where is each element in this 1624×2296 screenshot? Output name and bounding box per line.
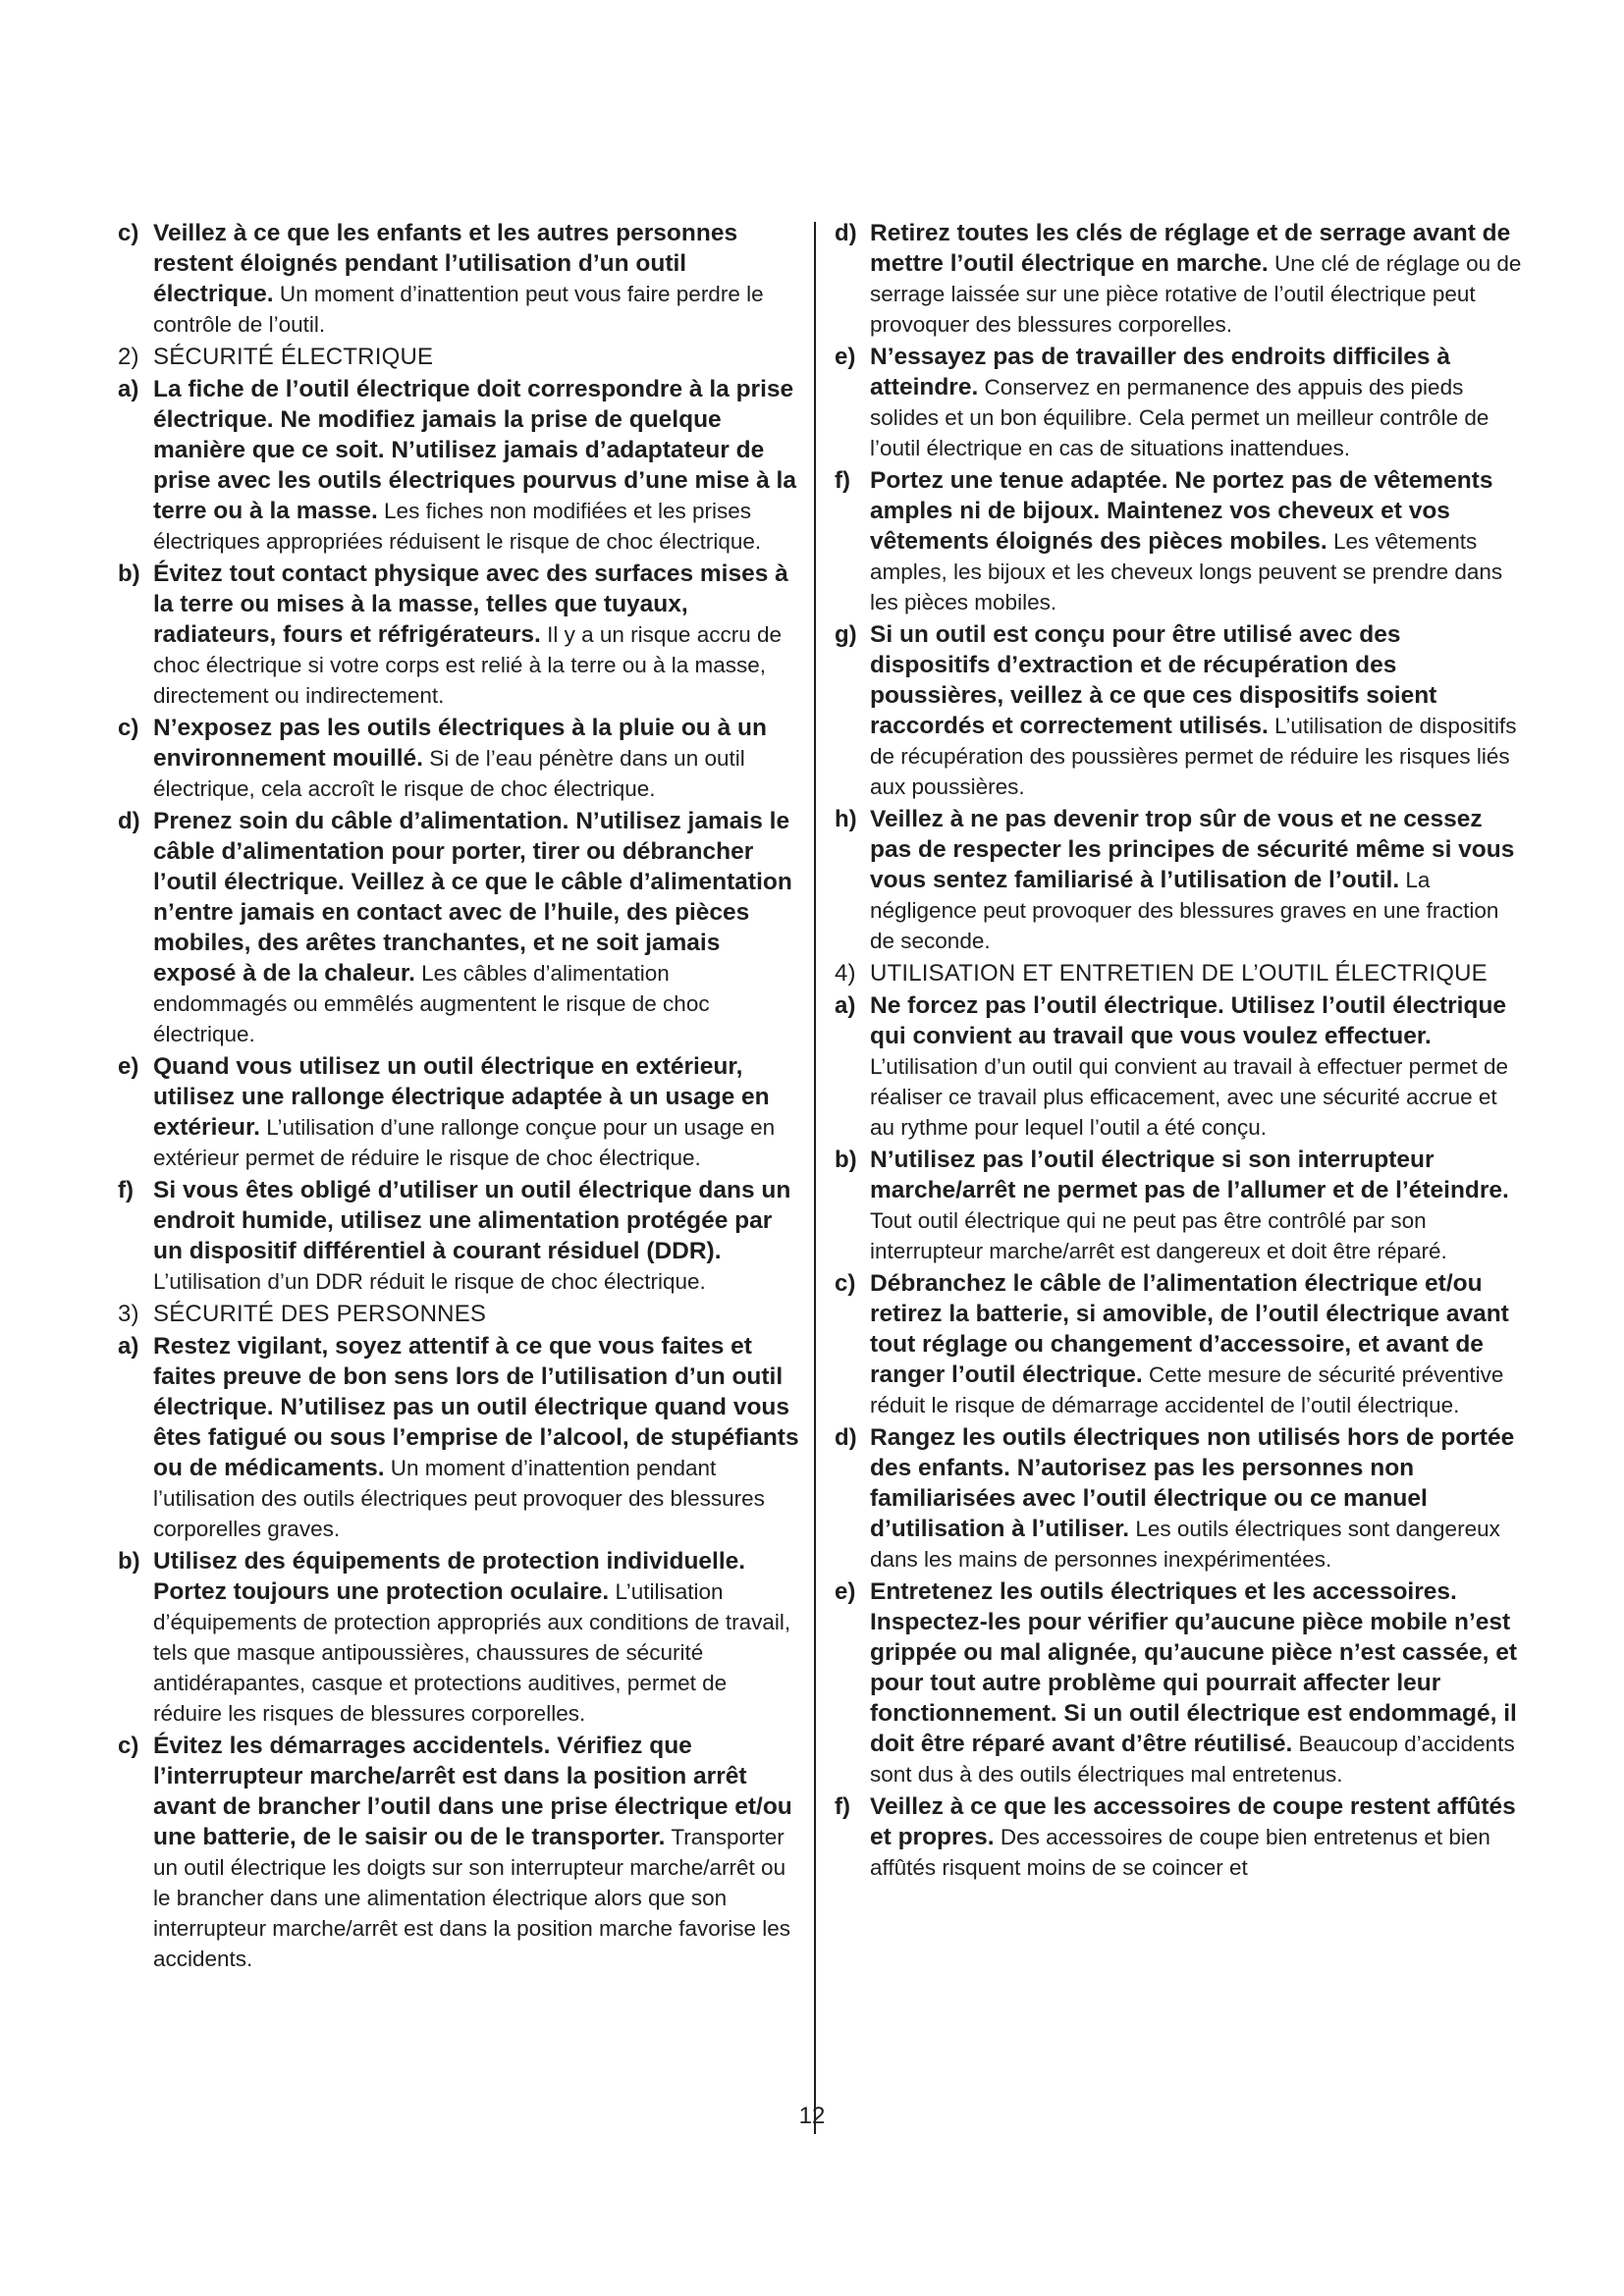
item-explanation: L’utilisation de dispositifs de récupération des poussières permet de réduire les risques liés aux poussières. — [870, 714, 1517, 799]
item-instruction: Entretenez les outils électriques et les accessoires. Inspectez-les pour vérifier qu’aucune pièce mobile n’est grippée ou mal alignée, qu’aucune pièce n’est cassée, et pour tout autre problème qui pourrait affecter leur fonctionnement. Si un outil électrique est endommagé, il doit être réparé avant d’être réutilisé. — [870, 1578, 1518, 1757]
item-explanation: La négligence peut provoquer des blessures graves en une fraction de seconde. — [870, 868, 1499, 953]
safety-item — [835, 1422, 1522, 1575]
safety-item — [835, 804, 1522, 956]
safety-item — [118, 1051, 801, 1173]
safety-item — [835, 1576, 1522, 1789]
item-instruction: Prenez soin du câble d’alimentation. N’utilisez jamais le câble d’alimentation pour porter, tirer ou débrancher l’outil électrique. Veillez à ce que le câble d’alimentation n’entre jamais en contact avec de l’huile, des pièces mobiles, des arêtes tranchantes, et ne soit jamais exposé à de la chaleur. — [153, 808, 792, 987]
item-explanation: Transporter un outil électrique les doigts sur son interrupteur marche/arrêt ou le brancher dans une alimentation électrique alors que son interrupteur marche/arrêt est dans la position marche favorise les accidents. — [153, 1825, 791, 1971]
safety-item — [118, 806, 801, 1049]
section-title: UTILISATION ET ENTRETIEN DE L’OUTIL ÉLECTRIQUE — [870, 960, 1488, 987]
item-letter: b) — [835, 1147, 857, 1173]
safety-item — [118, 1546, 801, 1729]
item-explanation: Un moment d’inattention peut vous faire perdre le contrôle de l’outil. — [153, 282, 764, 337]
right-column — [835, 218, 1522, 1885]
item-explanation: L’utilisation d’un outil qui convient au travail à effectuer permet de réaliser ce travail plus efficacement, avec une sécurité accrue et au rythme pour lequel l’outil a été conçu. — [870, 1054, 1508, 1140]
section-heading — [835, 958, 1522, 988]
item-letter: b) — [118, 1548, 140, 1575]
item-letter: c) — [118, 1733, 139, 1759]
item-instruction: Veillez à ce que les accessoires de coupe restent affûtés et propres. — [870, 1793, 1516, 1850]
item-letter: e) — [118, 1053, 139, 1080]
item-letter: d) — [118, 808, 140, 834]
item-explanation: Un moment d’inattention pendant l’utilisation des outils électriques peut provoquer des blessures corporelles graves. — [153, 1456, 765, 1541]
item-instruction: N’exposez pas les outils électriques à la pluie ou à un environnement mouillé. — [153, 715, 767, 772]
item-explanation: Les fiches non modifiées et les prises électriques appropriées réduisent le risque de choc électrique. — [153, 499, 762, 554]
section-heading — [118, 1299, 801, 1329]
item-letter: e) — [835, 1578, 856, 1605]
item-letter: c) — [835, 1270, 856, 1297]
item-explanation: Des accessoires de coupe bien entretenus et bien affûtés risquent moins de se coincer et — [870, 1825, 1490, 1880]
item-instruction: Rangez les outils électriques non utilisés hors de portée des enfants. N’autorisez pas les personnes non familiarisées avec l’outil électrique ou ce manuel d’utilisation à l’utiliser. — [870, 1424, 1515, 1542]
section-heading — [118, 342, 801, 372]
safety-item — [835, 465, 1522, 617]
item-instruction: Veillez à ne pas devenir trop sûr de vous et ne cessez pas de respecter les principes de sécurité même si vous vous sentez familiarisé à l’utilisation de l’outil. — [870, 806, 1515, 893]
section-number: 2) — [118, 344, 139, 370]
item-letter: a) — [118, 1333, 139, 1360]
safety-item — [118, 374, 801, 557]
item-letter: c) — [118, 220, 139, 246]
safety-item — [835, 342, 1522, 463]
item-instruction: Si un outil est conçu pour être utilisé avec des dispositifs d’extraction et de récupération des poussières, veillez à ce que ces dispositifs soient raccordés et correctement utilisés. — [870, 621, 1437, 739]
item-instruction: Si vous êtes obligé d’utiliser un outil électrique dans un endroit humide, utilisez une alimentation protégée par un dispositif différentiel à courant résiduel (DDR). — [153, 1177, 791, 1264]
item-letter: d) — [835, 1424, 857, 1451]
left-column — [118, 218, 801, 1976]
item-explanation: L’utilisation d’un DDR réduit le risque de choc électrique. — [153, 1269, 706, 1294]
item-letter: h) — [835, 806, 857, 832]
item-explanation: Les câbles d’alimentation endommagés ou emmêlés augmentent le risque de choc électrique. — [153, 961, 710, 1046]
safety-item — [118, 713, 801, 804]
item-letter: d) — [835, 220, 857, 246]
safety-item — [118, 1175, 801, 1297]
item-explanation: Une clé de réglage ou de serrage laissée sur une pièce rotative de l’outil électrique peut provoquer des blessures corporelles. — [870, 251, 1522, 337]
item-instruction: La fiche de l’outil électrique doit correspondre à la prise électrique. Ne modifiez jamais la prise de quelque manière que ce soit. N’utilisez jamais d’adaptateur de prise avec les outils électriques pourvus d’une mise à la terre ou à la masse. — [153, 376, 796, 524]
section-title: SÉCURITÉ DES PERSONNES — [153, 1301, 487, 1327]
item-explanation: Cette mesure de sécurité préventive réduit le risque de démarrage accidentel de l’outil électrique. — [870, 1362, 1504, 1417]
item-letter: g) — [835, 621, 857, 648]
item-letter: a) — [118, 376, 139, 402]
safety-item — [118, 218, 801, 340]
item-explanation: Beaucoup d’accidents sont dus à des outils électriques mal entretenus. — [870, 1732, 1515, 1787]
item-instruction: Ne forcez pas l’outil électrique. Utilisez l’outil électrique qui convient au travail que vous voulez effectuer. — [870, 992, 1507, 1049]
item-letter: f) — [835, 467, 850, 494]
item-instruction: Veillez à ce que les enfants et les autres personnes restent éloignés pendant l’utilisation d’un outil électrique. — [153, 220, 738, 307]
item-letter: f) — [835, 1793, 850, 1820]
item-instruction: Portez une tenue adaptée. Ne portez pas de vêtements amples ni de bijoux. Maintenez vos cheveux et vos vêtements éloignés des pièces mobiles. — [870, 467, 1493, 555]
safety-item — [118, 1731, 801, 1974]
item-explanation: Si de l’eau pénètre dans un outil électrique, cela accroît le risque de choc électrique. — [153, 746, 745, 801]
section-number: 4) — [835, 960, 856, 987]
item-explanation: Conservez en permanence des appuis des pieds solides et un bon équilibre. Cela permet un meilleur contrôle de l’outil électrique en cas de situations inattendues. — [870, 375, 1489, 460]
safety-item — [835, 1145, 1522, 1266]
item-instruction: Quand vous utilisez un outil électrique en extérieur, utilisez une rallonge électrique adaptée à un usage en extérieur. — [153, 1053, 770, 1141]
section-title: SÉCURITÉ ÉLECTRIQUE — [153, 344, 434, 370]
safety-item — [835, 619, 1522, 802]
item-letter: f) — [118, 1177, 134, 1203]
safety-item — [118, 559, 801, 711]
item-letter: e) — [835, 344, 856, 370]
item-instruction: Utilisez des équipements de protection individuelle. Portez toujours une protection oculaire. — [153, 1548, 746, 1605]
item-instruction: N’utilisez pas l’outil électrique si son interrupteur marche/arrêt ne permet pas de l’allumer et de l’éteindre. — [870, 1147, 1509, 1203]
item-explanation: L’utilisation d’une rallonge conçue pour un usage en extérieur permet de réduire le risque de choc électrique. — [153, 1115, 776, 1170]
column-divider — [814, 222, 816, 2134]
safety-item — [835, 218, 1522, 340]
item-instruction: Évitez les démarrages accidentels. Vérifiez que l’interrupteur marche/arrêt est dans la position arrêt avant de brancher l’outil dans une prise électrique et/ou une batterie, de le saisir ou de le transporter. — [153, 1733, 792, 1850]
page-number: 12 — [798, 2103, 826, 2129]
safety-item — [835, 990, 1522, 1143]
item-instruction: Débranchez le câble de l’alimentation électrique et/ou retirez la batterie, si amovible, de l’outil électrique avant tout réglage ou changement d’accessoire, et avant de ranger l’outil électrique. — [870, 1270, 1509, 1388]
item-letter: c) — [118, 715, 139, 741]
safety-item — [118, 1331, 801, 1544]
item-explanation: Les outils électriques sont dangereux dans les mains de personnes inexpérimentées. — [870, 1517, 1500, 1572]
item-explanation: L’utilisation d’équipements de protection appropriés aux conditions de travail, tels que masque antipoussières, chaussures de sécurité antidérapantes, casque et protections auditives, permet de réduire les risques de blessures corporelles. — [153, 1579, 791, 1726]
safety-item — [835, 1268, 1522, 1420]
item-instruction: N’essayez pas de travailler des endroits difficiles à atteindre. — [870, 344, 1450, 400]
item-instruction: Retirez toutes les clés de réglage et de serrage avant de mettre l’outil électrique en marche. — [870, 220, 1511, 277]
item-explanation: Les vêtements amples, les bijoux et les cheveux longs peuvent se prendre dans les pièces mobiles. — [870, 529, 1503, 614]
item-letter: b) — [118, 561, 140, 587]
item-instruction: Évitez tout contact physique avec des surfaces mises à la terre ou mises à la masse, telles que tuyaux, radiateurs, fours et réfrigérateurs. — [153, 561, 788, 648]
safety-item — [835, 1791, 1522, 1883]
item-instruction: Restez vigilant, soyez attentif à ce que vous faites et faites preuve de bon sens lors de l’utilisation d’un outil électrique. N’utilisez pas un outil électrique quand vous êtes fatigué ou sous l’emprise de l’alcool, de stupéfiants ou de médicaments. — [153, 1333, 799, 1481]
item-explanation: Tout outil électrique qui ne peut pas être contrôlé par son interrupteur marche/arrêt est dangereux et doit être réparé. — [870, 1208, 1447, 1263]
item-explanation: Il y a un risque accru de choc électrique si votre corps est relié à la terre ou à la masse, directement ou indirectement. — [153, 622, 782, 708]
item-letter: a) — [835, 992, 856, 1019]
section-number: 3) — [118, 1301, 139, 1327]
